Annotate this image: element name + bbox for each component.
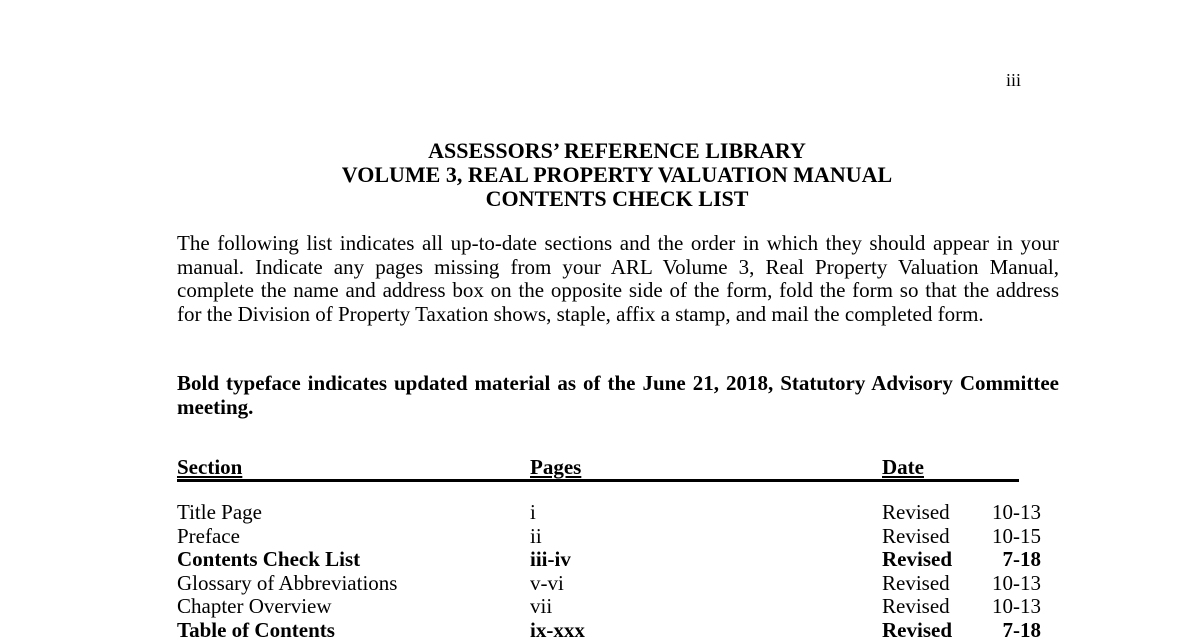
row-date: 7-18 (982, 548, 1041, 572)
row-section: Title Page (177, 501, 262, 525)
row-date: 7-18 (982, 619, 1041, 642)
row-pages: vii (530, 595, 552, 619)
row-status: Revised (882, 525, 950, 549)
row-section: Table of Contents (177, 619, 335, 642)
title-line-2: VOLUME 3, REAL PROPERTY VALUATION MANUAL (0, 163, 1200, 187)
table-row (177, 595, 1057, 619)
table-header (177, 455, 1019, 482)
row-pages: i (530, 501, 536, 525)
row-status: Revised (882, 501, 950, 525)
row-section: Preface (177, 525, 240, 549)
intro-paragraph: The following list indicates all up-to-date sections and the order in which they should appear in your manual. Indicate any pages missing from your ARL Volume 3, Real Property Valuation Manual, complete the name and address box on the opposite side of the form, fold the form so that the address for the Division of Property Taxation shows, staple, affix a stamp, and mail the completed form. (177, 232, 1059, 326)
table-row (177, 619, 1057, 642)
header-pages: Pages (530, 455, 581, 480)
table-row (177, 572, 1057, 596)
row-status: Revised (882, 619, 952, 642)
row-date: 10-13 (982, 501, 1041, 525)
row-section: Contents Check List (177, 548, 360, 572)
row-date: 10-15 (982, 525, 1041, 549)
row-status: Revised (882, 548, 952, 572)
table-row (177, 548, 1057, 572)
bold-typeface-note: Bold typeface indicates updated material as of the June 21, 2018, Statutory Advisory Committee meeting. (177, 372, 1059, 419)
row-pages: v-vi (530, 572, 564, 596)
title-line-3: CONTENTS CHECK LIST (0, 187, 1200, 211)
row-pages: ix-xxx (530, 619, 585, 642)
row-section: Chapter Overview (177, 595, 332, 619)
page-number: iii (1006, 70, 1021, 91)
table-row (177, 501, 1057, 525)
header-section: Section (177, 455, 242, 480)
table-row (177, 525, 1057, 549)
row-pages: iii-iv (530, 548, 571, 572)
row-date: 10-13 (982, 595, 1041, 619)
contents-table (177, 501, 1057, 642)
title-line-1: ASSESSORS’ REFERENCE LIBRARY (0, 139, 1200, 163)
row-status: Revised (882, 572, 950, 596)
row-pages: ii (530, 525, 542, 549)
document-title (0, 139, 1200, 211)
row-date: 10-13 (982, 572, 1041, 596)
row-section: Glossary of Abbreviations (177, 572, 397, 596)
header-date: Date (882, 455, 924, 480)
row-status: Revised (882, 595, 950, 619)
